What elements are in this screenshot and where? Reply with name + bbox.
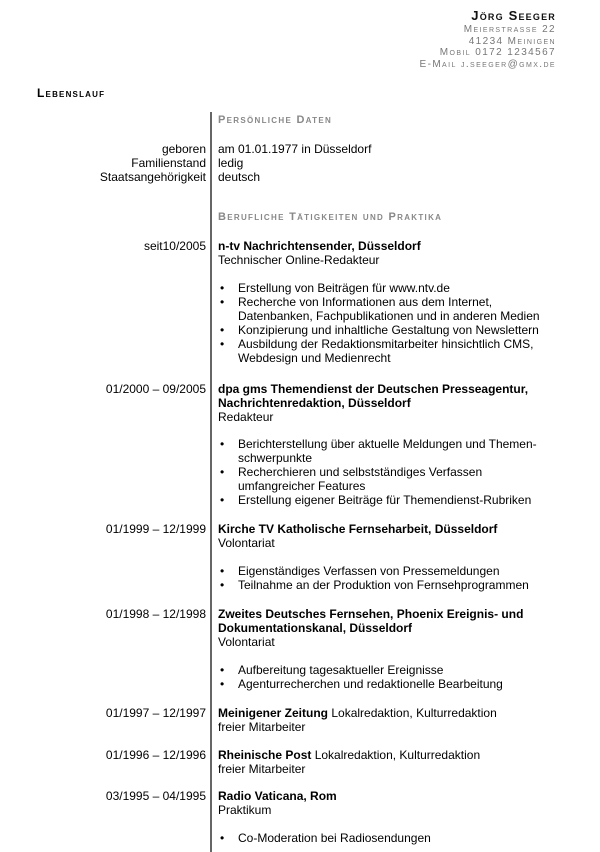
entry-bullets [218,437,548,507]
employer-name: Kirche TV Katholische Fernseharbeit, Düsseldorf [218,522,498,536]
list-item: • Berichterstellung über aktuelle Meldungen und Themen-schwerpunkte [218,437,548,465]
entry-bullets [218,831,548,845]
employer-name-line2: Dokumentationskanal, Düsseldorf [218,621,413,635]
entry-date: 01/2000 – 09/2005 [105,382,206,396]
applicant-name: Jörg Seeger [471,8,556,23]
entry-date: seit10/2005 [143,239,206,253]
entry-role: Volontariat [218,536,275,550]
entry-role: Redakteur [218,410,274,424]
employer-department: Lokalredaktion, Kulturredaktion [311,748,481,762]
entry-date: 01/1997 – 12/1997 [105,706,206,720]
value-nationality: deutsch [218,170,261,184]
list-item: • Erstellung eigener Beiträge für Themendienst-Rubriken [218,493,548,507]
list-item: • Co-Moderation bei Radiosendungen [218,831,548,845]
entry-date: 03/1995 – 04/1995 [105,789,206,803]
label-nationality: Staatsangehörigkeit [99,170,206,184]
entry-bullets [218,663,548,691]
entry-role: Technischer Online-Redakteur [218,253,380,267]
entry-role: Volontariat [218,635,275,649]
list-item: • Konzipierung und inhaltliche Gestaltung von Newslettern [218,323,548,337]
document-title: Lebenslauf [37,86,106,100]
address-street: Meierstrasse 22 [463,24,556,35]
section-heading-personal: Persönliche Daten [218,114,333,126]
entry-employer [218,706,497,734]
employer-name: Radio Vaticana, Rom [218,789,337,803]
entry-role: Praktikum [218,803,272,817]
value-born: am 01.01.1977 in Düsseldorf [218,142,372,156]
list-item: • Aufbereitung tagesaktueller Ereignisse [218,663,548,677]
employer-name: n-tv Nachrichtensender, Düsseldorf [218,239,421,253]
employer-name-line2: Nachrichtenredaktion, Düsseldorf [218,396,411,410]
entry-date: 01/1996 – 12/1996 [105,748,206,762]
list-item: • Ausbildung der Redaktionsmitarbeiter hinsichtlich CMS, Webdesign und Medienrecht [218,337,548,365]
section-heading-career: Berufliche Tätigkeiten und Praktika [218,211,443,223]
entry-employer [218,607,523,649]
entry-employer [218,522,497,550]
employer-department: Lokalredaktion, Kulturredaktion [328,706,497,720]
employer-name-line1: dpa gms Themendienst der Deutschen Presseagentur, [218,382,529,396]
label-born: geboren [161,142,206,156]
mobile-number: Mobil 0172 1234567 [439,47,556,58]
entry-date: 01/1999 – 12/1999 [105,522,206,536]
entry-employer [218,239,421,267]
divider-line [210,112,212,852]
list-item: • Recherche von Informationen aus dem Internet, Datenbanken, Fachpublikationen und in anderen Medien [218,295,548,323]
employer-name: Rheinische Post [218,748,312,762]
list-item: • Teilnahme an der Produktion von Fernsehprogrammen [218,578,548,592]
entry-employer [218,748,480,776]
entry-employer [218,382,528,424]
employer-name: Meinigener Zeitung [218,706,329,720]
contact-block [420,8,556,70]
value-marital-status: ledig [218,156,244,170]
entry-role: freier Mitarbeiter [218,720,306,734]
list-item: • Agenturrecherchen und redaktionelle Bearbeitung [218,677,548,691]
entry-bullets [218,564,548,592]
address-city: 41234 Meinigen [468,35,556,47]
label-marital-status: Familienstand [131,156,206,170]
list-item: • Erstellung von Beiträgen für www.ntv.de [218,281,548,295]
list-item: • Recherchieren und selbstständiges Verfassen umfangreicher Features [218,465,548,493]
entry-employer [218,789,337,817]
email-address: E-Mail j.seeger@gmx.de [419,58,556,70]
employer-name-line1: Zweites Deutsches Fernsehen, Phoenix Ereignis- und [218,607,524,621]
list-item: • Eigenständiges Verfassen von Pressemeldungen [218,564,548,578]
entry-role: freier Mitarbeiter [218,762,306,776]
entry-bullets [218,281,548,365]
entry-date: 01/1998 – 12/1998 [105,607,206,621]
